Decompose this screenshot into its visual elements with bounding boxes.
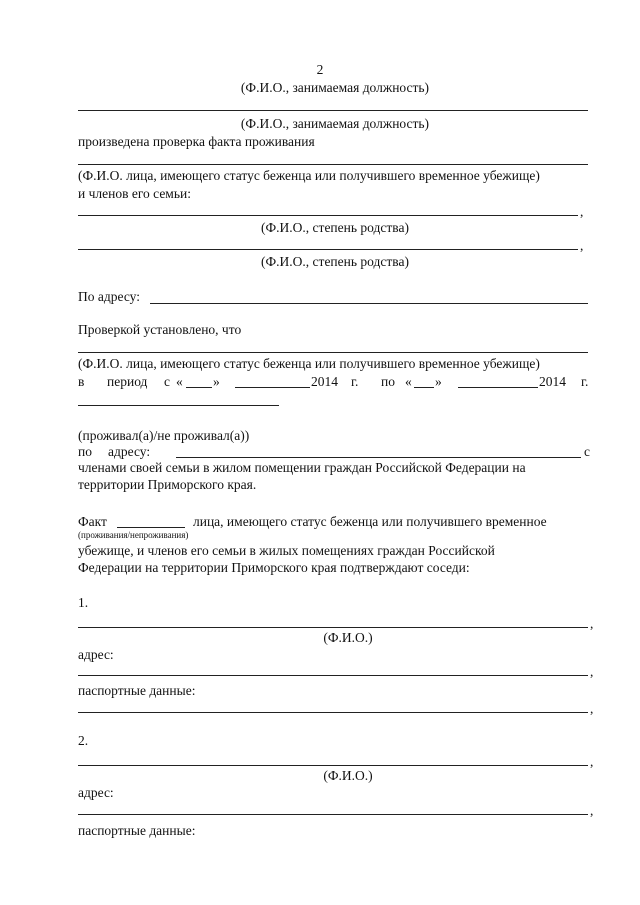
fact-line-2: убежище, и членов его семьи в жилых помещениях граждан Российской <box>78 543 495 558</box>
period-word-po: по <box>381 374 395 389</box>
comma: , <box>590 701 594 716</box>
position-label-2: (Ф.И.О., занимаемая должность) <box>240 116 430 131</box>
start-day-line[interactable] <box>186 387 212 388</box>
comma: , <box>590 616 594 631</box>
findings-fio-line[interactable] <box>78 352 588 353</box>
signature-line-1[interactable] <box>78 110 588 111</box>
fact-status-line[interactable] <box>117 527 185 528</box>
neighbor-number: 2. <box>78 733 89 748</box>
neighbor-number: 1. <box>78 595 89 610</box>
relative-label-2: (Ф.И.О., степень родства) <box>261 254 409 269</box>
neighbor-address-label: адрес: <box>78 647 114 662</box>
word-po: по <box>78 444 92 459</box>
family-text: и членов его семьи: <box>78 186 191 201</box>
findings-line-1-text: членами своей семьи в жилом помещении граждан Российской Федерации на <box>78 460 526 475</box>
findings-line-2: территории Приморского края. <box>78 477 257 492</box>
fact-small-label: (проживания/непроживания) <box>78 530 189 540</box>
inspection-text: произведена проверка факта проживания <box>78 134 315 149</box>
comma: , <box>580 204 584 219</box>
comma: , <box>580 238 584 253</box>
findings-line-1 <box>78 460 595 476</box>
end-day-line[interactable] <box>414 387 434 388</box>
quote-close-2: » <box>435 374 442 389</box>
fact-rest: лица, имеющего статус беженца или получившего временное <box>193 514 547 529</box>
lived-label: (проживал(а)/не проживал(а)) <box>78 428 250 443</box>
lived-address-line[interactable] <box>176 457 581 458</box>
address-label: По адресу: <box>78 289 140 304</box>
address-line[interactable] <box>150 303 588 304</box>
word-s: с <box>584 444 590 459</box>
findings-subject-label: (Ф.И.О. лица, имеющего статус беженца или получившего временное убежище) <box>78 356 540 371</box>
fact-line-3: Федерации на территории Приморского края подтверждают соседи: <box>78 560 470 575</box>
neighbor-address-label: адрес: <box>78 785 114 800</box>
year-abbr-2: г. <box>581 374 589 389</box>
year-abbr-1: г. <box>351 374 359 389</box>
findings-intro: Проверкой установлено, что <box>78 322 242 337</box>
period-word-s: с <box>164 374 170 389</box>
quote-open-1: « <box>176 374 183 389</box>
start-month-line[interactable] <box>235 387 310 388</box>
word-adresu: адресу: <box>108 444 151 459</box>
neighbor-fio-line[interactable] <box>78 765 588 766</box>
subject-label: (Ф.И.О. лица, имеющего статус беженца или получившего временное убежище) <box>78 168 540 183</box>
neighbor-passport-label: паспортные данные: <box>78 683 196 698</box>
position-label-1: (Ф.И.О., занимаемая должность) <box>240 80 430 95</box>
neighbor-passport-line[interactable] <box>78 712 588 713</box>
neighbor-fio-line[interactable] <box>78 627 588 628</box>
relative-line-2[interactable] <box>78 249 578 250</box>
page-number: 2 <box>316 62 324 77</box>
neighbor-fio-label: (Ф.И.О.) <box>323 768 373 783</box>
start-year: 2014 <box>311 374 338 389</box>
comma: , <box>590 664 594 679</box>
neighbor-address-line[interactable] <box>78 675 588 676</box>
quote-open-2: « <box>405 374 412 389</box>
fact-word: Факт <box>78 514 107 529</box>
neighbor-passport-label: паспортные данные: <box>78 823 196 838</box>
quote-close-1: » <box>213 374 220 389</box>
period-word-v: в <box>78 374 85 389</box>
period-extra-line[interactable] <box>78 405 279 406</box>
relative-line-1[interactable] <box>78 215 578 216</box>
end-year: 2014 <box>539 374 566 389</box>
subject-fio-line[interactable] <box>78 164 588 165</box>
comma: , <box>590 754 594 769</box>
neighbor-fio-label: (Ф.И.О.) <box>323 630 373 645</box>
relative-label-1: (Ф.И.О., степень родства) <box>261 220 409 235</box>
neighbor-address-line[interactable] <box>78 814 588 815</box>
comma: , <box>590 803 594 818</box>
period-word: период <box>107 374 148 389</box>
end-month-line[interactable] <box>458 387 538 388</box>
